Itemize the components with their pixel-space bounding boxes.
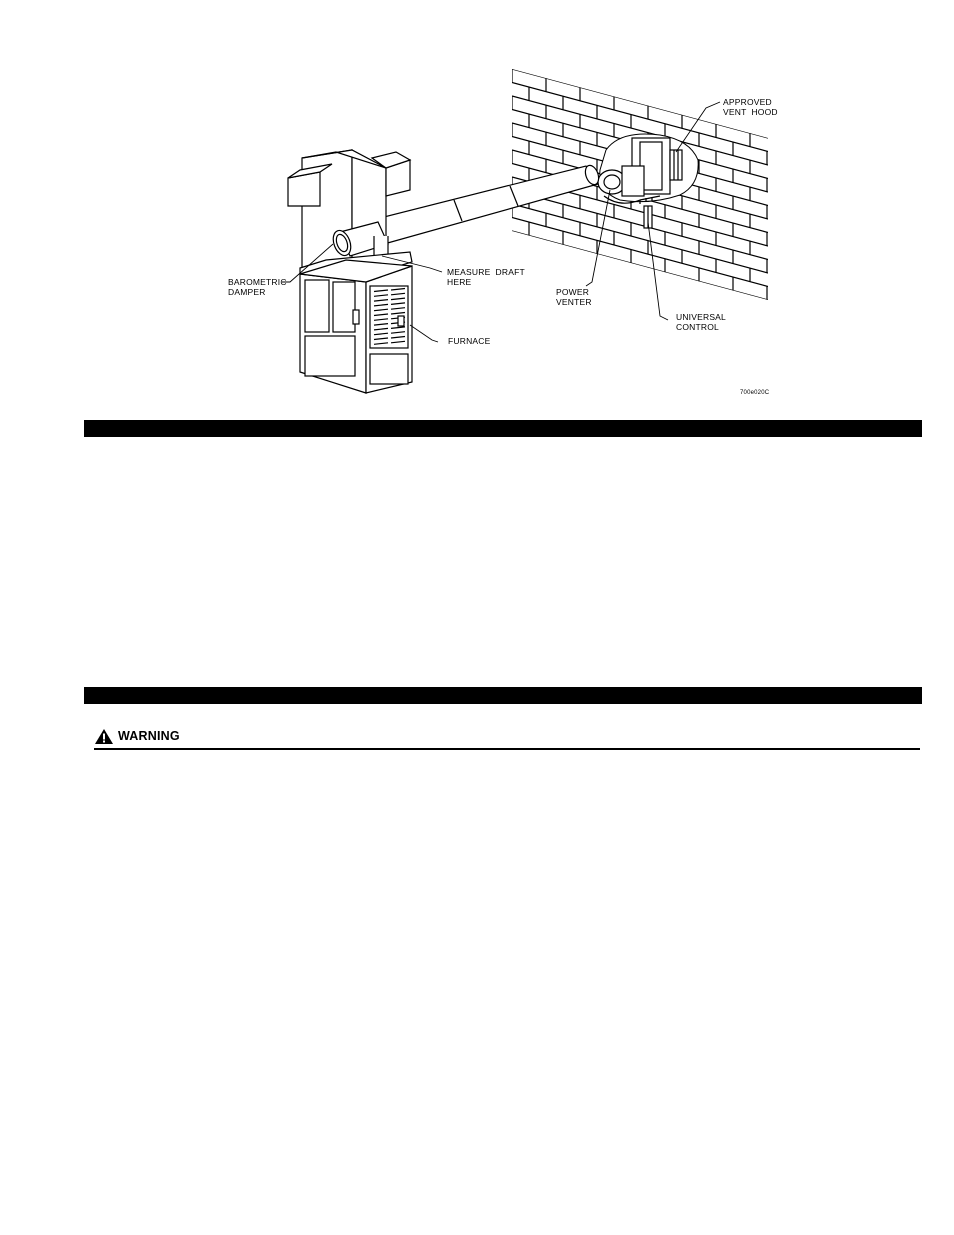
universal-control-label: UNIVERSAL CONTROL xyxy=(676,312,726,332)
measure-draft-label: MEASURE DRAFT HERE xyxy=(447,267,525,287)
installation-diagram-drawing xyxy=(0,0,954,410)
barometric-damper-label: BAROMETRIC DAMPER xyxy=(228,277,287,297)
section-header-bar-2 xyxy=(84,687,922,704)
warning-triangle-icon xyxy=(94,728,114,745)
section-header-bar-1 xyxy=(84,420,922,437)
installation-diagram xyxy=(0,0,954,410)
furnace xyxy=(300,252,412,393)
furnace-label: FURNACE xyxy=(448,336,491,346)
power-venter-label: POWER VENTER xyxy=(556,287,592,307)
figure-code: 700e020C xyxy=(740,390,770,396)
vent-hood-label: APPROVED VENT HOOD xyxy=(723,97,778,117)
warning-label: WARNING xyxy=(118,729,180,743)
warning-heading xyxy=(94,728,920,750)
